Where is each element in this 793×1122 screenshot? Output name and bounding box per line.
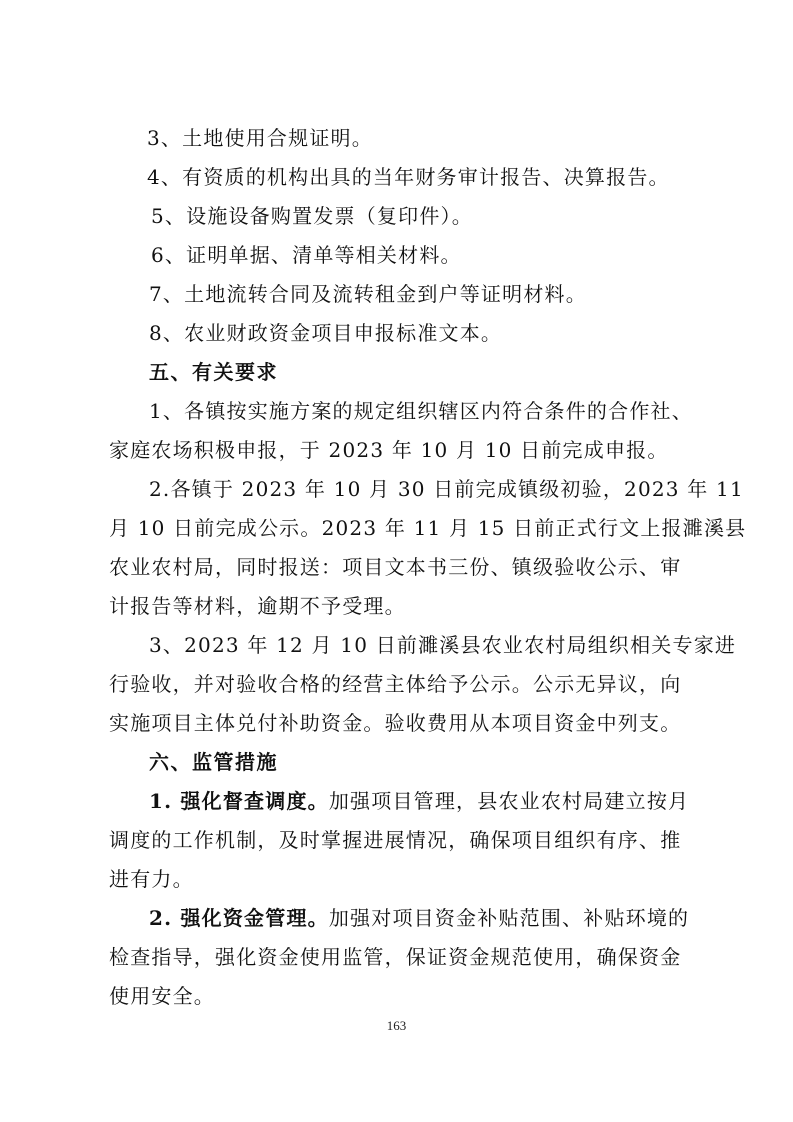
text-line-1: 3、土地使用合规证明。 bbox=[147, 126, 373, 150]
supervision-paragraph-1-line-1 bbox=[149, 787, 689, 815]
requirement-line-1: 1、各镇按实施方案的规定组织辖区内符合条件的合作社、 bbox=[149, 399, 693, 423]
text-line-4: 6、证明单据、清单等相关材料。 bbox=[151, 243, 462, 267]
requirement-line-8: 行验收，并对验收合格的经营主体给予公示。公示无异议，向 bbox=[109, 672, 682, 696]
requirement-line-4: 月 10 日前完成公示。2023 年 11 月 15 日前正式行文上报濉溪县 bbox=[109, 516, 747, 540]
paragraph-text: 加强项目管理，县农业农村局建立按月 bbox=[328, 789, 690, 813]
requirement-line-6: 计报告等材料，逾期不予受理。 bbox=[109, 594, 406, 618]
paragraph-text: 加强对项目资金补贴范围、补贴环境的 bbox=[328, 906, 690, 930]
page-number: 163 bbox=[386, 1018, 407, 1033]
text-line-6: 8、农业财政资金项目申报标准文本。 bbox=[149, 321, 503, 345]
supervision-paragraph-2-line-1 bbox=[149, 904, 689, 932]
bold-title-2: 2. 强化资金管理。 bbox=[149, 906, 329, 930]
requirement-line-2: 家庭农场积极申报，于 2023 年 10 月 10 日前完成申报。 bbox=[109, 438, 669, 462]
section-heading-requirements: 五、有关要求 bbox=[149, 360, 278, 384]
supervision-paragraph-1-line-3: 进有力。 bbox=[109, 867, 194, 891]
supervision-paragraph-2-line-3: 使用安全。 bbox=[109, 984, 215, 1008]
text-line-3: 5、设施设备购置发票（复印件）。 bbox=[151, 204, 473, 228]
requirement-line-3: 2.各镇于 2023 年 10 月 30 日前完成镇级初验，2023 年 11 bbox=[149, 477, 744, 501]
requirement-line-5: 农业农村局，同时报送：项目文本书三份、镇级验收公示、审 bbox=[109, 555, 682, 579]
bold-title-1: 1. 强化督查调度。 bbox=[149, 789, 329, 813]
text-line-2: 4、有资质的机构出具的当年财务审计报告、决算报告。 bbox=[147, 165, 670, 189]
requirement-line-9: 实施项目主体兑付补助资金。验收费用从本项目资金中列支。 bbox=[109, 711, 682, 735]
supervision-paragraph-2-line-2: 检查指导，强化资金使用监管，保证资金规范使用，确保资金 bbox=[109, 945, 682, 969]
supervision-paragraph-1-line-2: 调度的工作机制，及时掌握进展情况，确保项目组织有序、推 bbox=[109, 828, 682, 852]
requirement-line-7: 3、2023 年 12 月 10 日前濉溪县农业农村局组织相关专家进 bbox=[149, 633, 737, 657]
text-line-5: 7、土地流转合同及流转租金到户等证明材料。 bbox=[149, 282, 587, 306]
section-heading-supervision: 六、监管措施 bbox=[149, 750, 278, 774]
